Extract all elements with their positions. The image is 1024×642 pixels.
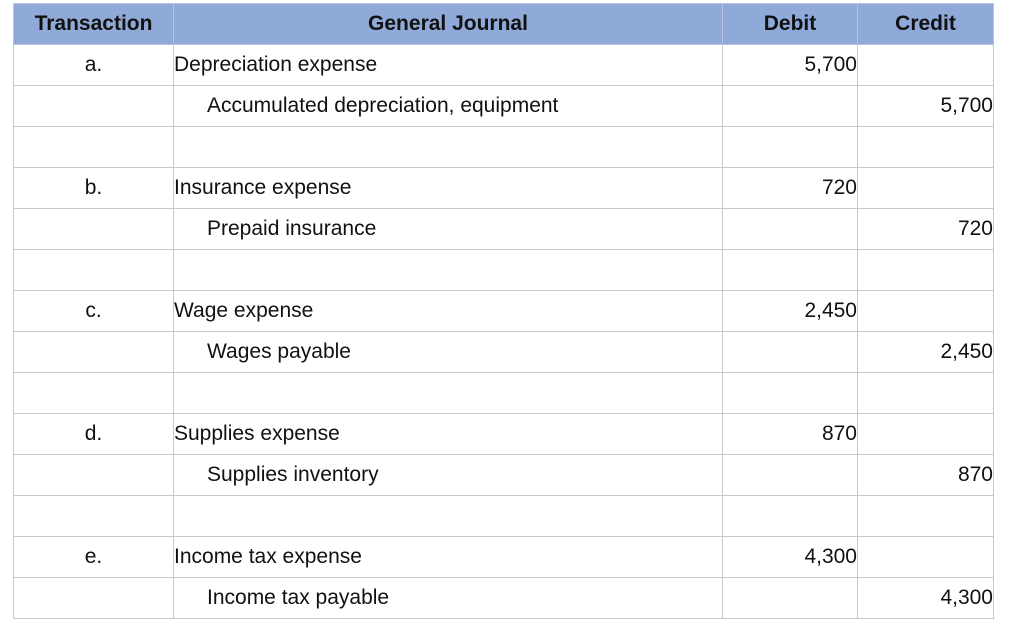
debit-cell: 2,450 <box>723 291 858 332</box>
table-row <box>14 578 994 619</box>
table-body <box>14 45 994 619</box>
credit-cell: 720 <box>858 209 994 250</box>
debit-cell: 4,300 <box>723 537 858 578</box>
credit-cell <box>858 250 994 291</box>
transaction-cell: a. <box>14 45 174 86</box>
debit-cell <box>723 496 858 537</box>
account-cell: Wage expense <box>174 291 723 332</box>
credit-cell <box>858 496 994 537</box>
debit-cell <box>723 578 858 619</box>
debit-cell: 870 <box>723 414 858 455</box>
table-header <box>14 4 994 45</box>
transaction-cell <box>14 127 174 168</box>
account-cell: Insurance expense <box>174 168 723 209</box>
account-cell: Income tax expense <box>174 537 723 578</box>
credit-cell: 2,450 <box>858 332 994 373</box>
debit-cell: 5,700 <box>723 45 858 86</box>
account-cell: Prepaid insurance <box>174 209 723 250</box>
account-cell: Income tax payable <box>174 578 723 619</box>
account-cell: Wages payable <box>174 332 723 373</box>
table-row <box>14 127 994 168</box>
transaction-cell <box>14 250 174 291</box>
table-row <box>14 45 994 86</box>
debit-cell <box>723 86 858 127</box>
table-row <box>14 373 994 414</box>
debit-cell <box>723 373 858 414</box>
table-row <box>14 455 994 496</box>
account-cell: Accumulated depreciation, equipment <box>174 86 723 127</box>
table-row <box>14 537 994 578</box>
transaction-cell <box>14 86 174 127</box>
credit-cell <box>858 168 994 209</box>
header-transaction: Transaction <box>14 4 174 45</box>
transaction-cell: b. <box>14 168 174 209</box>
credit-cell <box>858 373 994 414</box>
credit-cell: 870 <box>858 455 994 496</box>
credit-cell <box>858 414 994 455</box>
credit-cell <box>858 291 994 332</box>
transaction-cell: c. <box>14 291 174 332</box>
credit-cell <box>858 45 994 86</box>
credit-cell: 5,700 <box>858 86 994 127</box>
transaction-cell: e. <box>14 537 174 578</box>
table-row <box>14 168 994 209</box>
table-row <box>14 332 994 373</box>
debit-cell <box>723 127 858 168</box>
table-row <box>14 250 994 291</box>
account-cell <box>174 373 723 414</box>
account-cell <box>174 127 723 168</box>
account-cell: Depreciation expense <box>174 45 723 86</box>
transaction-cell: d. <box>14 414 174 455</box>
account-cell: Supplies expense <box>174 414 723 455</box>
account-cell: Supplies inventory <box>174 455 723 496</box>
header-general-journal: General Journal <box>174 4 723 45</box>
debit-cell <box>723 250 858 291</box>
credit-cell: 4,300 <box>858 578 994 619</box>
table-row <box>14 414 994 455</box>
table-row <box>14 291 994 332</box>
transaction-cell <box>14 209 174 250</box>
debit-cell <box>723 332 858 373</box>
debit-cell <box>723 209 858 250</box>
account-cell <box>174 496 723 537</box>
transaction-cell <box>14 496 174 537</box>
table-row <box>14 86 994 127</box>
credit-cell <box>858 537 994 578</box>
header-row <box>14 4 994 45</box>
transaction-cell <box>14 578 174 619</box>
table-row <box>14 496 994 537</box>
header-credit: Credit <box>858 4 994 45</box>
transaction-cell <box>14 332 174 373</box>
transaction-cell <box>14 455 174 496</box>
account-cell <box>174 250 723 291</box>
general-journal-table <box>13 3 994 619</box>
debit-cell <box>723 455 858 496</box>
transaction-cell <box>14 373 174 414</box>
debit-cell: 720 <box>723 168 858 209</box>
header-debit: Debit <box>723 4 858 45</box>
table-row <box>14 209 994 250</box>
credit-cell <box>858 127 994 168</box>
